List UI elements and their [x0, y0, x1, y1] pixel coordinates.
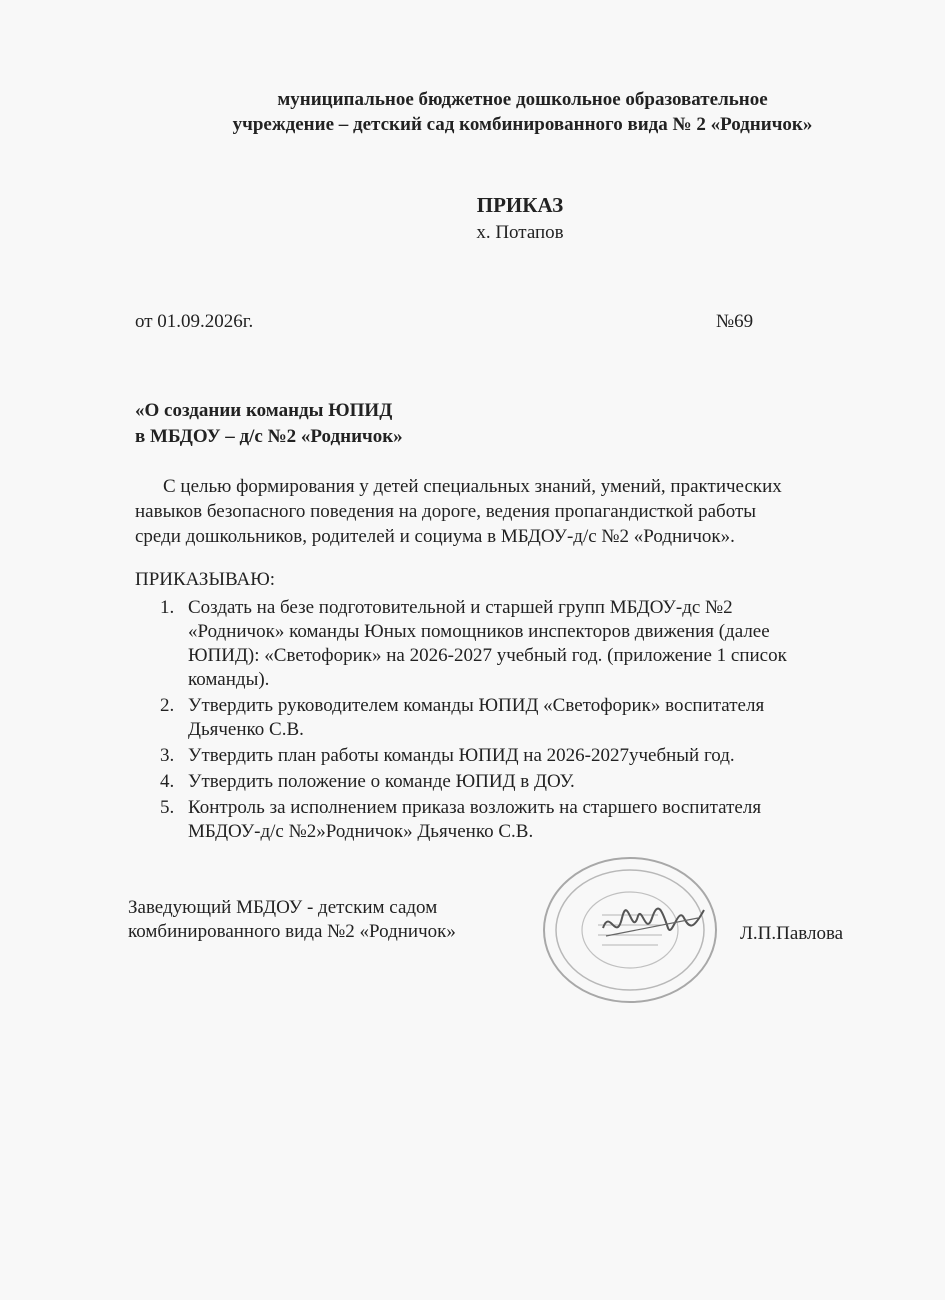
document-number: №69	[716, 311, 754, 332]
item-text	[188, 796, 880, 844]
item-number: 5.	[160, 797, 175, 818]
intro-paragraph	[135, 474, 880, 549]
subject-line-1: «О создании команды ЮПИД	[135, 400, 393, 421]
signer-name: Л.П.Павлова	[740, 923, 844, 944]
list-item	[160, 796, 880, 844]
signer-line-2: комбинированного вида №2 «Родничок»	[128, 921, 456, 942]
item-line: Контроль за исполнением приказа возложить на старшего воспитателя	[188, 797, 762, 818]
order-subject	[135, 398, 403, 450]
item-line: команды).	[188, 669, 270, 690]
item-line: Утвердить положение о команде ЮПИД в ДОУ.	[188, 771, 575, 792]
item-line: МБДОУ-д/с №2»Родничок» Дьяченко С.В.	[188, 821, 534, 842]
list-item	[160, 770, 880, 794]
order-word: ПРИКАЗЫВАЮ:	[135, 569, 276, 590]
signature-icon	[598, 888, 708, 958]
intro-line-1: С целью формирования у детей специальных знаний, умений, практических	[163, 476, 782, 497]
intro-line-3: среди дошкольников, родителей и социума в МБДОУ-д/с №2 «Родничок».	[135, 526, 735, 547]
item-line: Утвердить руководителем команды ЮПИД «Светофорик» воспитателя	[188, 695, 765, 716]
document-place: х. Потапов	[476, 222, 564, 243]
organization-line-1: муниципальное бюджетное дошкольное образовательное	[277, 89, 768, 110]
item-line: ЮПИД): «Светофорик» на 2026-2027 учебный год. (приложение 1 список	[188, 645, 787, 666]
item-line: Создать на безе подготовительной и старшей групп МБДОУ-дс №2	[188, 597, 733, 618]
signer-line-1: Заведующий МБДОУ - детским садом	[128, 897, 438, 918]
item-number: 3.	[160, 745, 175, 766]
signer-title	[128, 896, 456, 944]
document-date: от 01.09.2026г.	[135, 311, 254, 332]
subject-line-2: в МБДОУ – д/с №2 «Родничок»	[135, 426, 403, 447]
item-text	[188, 694, 880, 742]
list-item	[160, 744, 880, 768]
list-item	[160, 694, 880, 742]
document-title: ПРИКАЗ	[476, 193, 564, 217]
item-text	[188, 596, 880, 692]
item-number: 2.	[160, 695, 175, 716]
item-number: 4.	[160, 771, 175, 792]
intro-line-2: навыков безопасного поведения на дороге, ведения пропагандисткой работы	[135, 501, 757, 522]
order-items-list	[160, 596, 880, 846]
item-line: Дьяченко С.В.	[188, 719, 304, 740]
organization-line-2: учреждение – детский сад комбинированного вида № 2 «Родничок»	[232, 114, 813, 135]
item-number: 1.	[160, 597, 175, 618]
item-text	[188, 744, 880, 768]
item-text	[188, 770, 880, 794]
item-line: «Родничок» команды Юных помощников инспекторов движения (далее	[188, 621, 770, 642]
item-line: Утвердить план работы команды ЮПИД на 2026-2027учебный год.	[188, 745, 735, 766]
list-item	[160, 596, 880, 692]
organization-header	[0, 87, 945, 137]
